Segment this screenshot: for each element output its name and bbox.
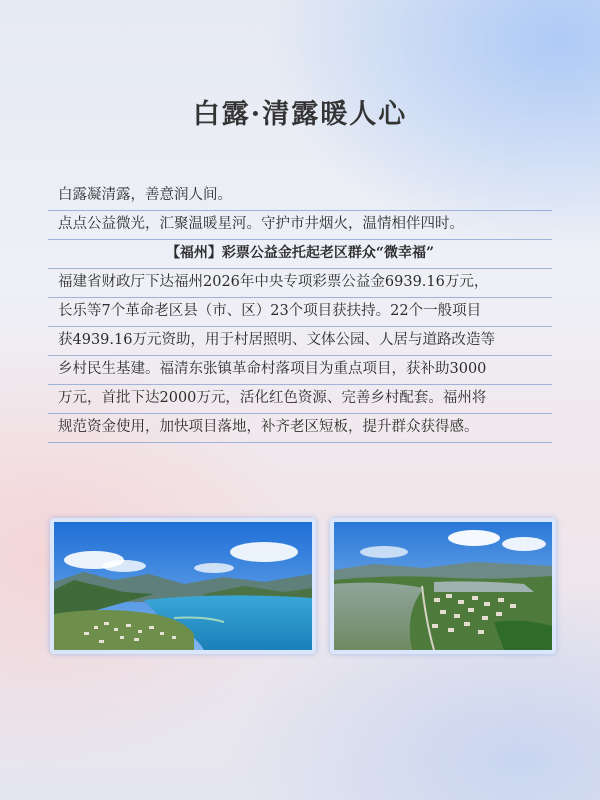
text-line: 获4939.16万元资助，用于村居照明、文体公园、人居与道路改造等: [48, 327, 552, 356]
text-line: 白露凝清露，善意润人间。: [48, 182, 552, 211]
text-line: 乡村民生基建。福清东张镇革命村落项目为重点项目，获补助3000: [48, 356, 552, 385]
page-title: 白露·清露暖人心: [192, 99, 408, 130]
river-village-photo: [330, 518, 556, 654]
article-body: [48, 182, 552, 443]
text-line: 点点公益微光，汇聚温暖星河。守护市井烟火，温情相伴四时。: [48, 211, 552, 240]
text-line: 万元，首批下达2000万元，活化红色资源、完善乡村配套。福州将: [48, 385, 552, 414]
section-heading: 【福州】彩票公益金托起老区群众“微幸福”: [48, 240, 552, 269]
text-line: 规范资金使用，加快项目落地，补齐老区短板，提升群众获得感。: [48, 414, 552, 443]
lake-town-photo: [50, 518, 316, 654]
text-line: 长乐等7个革命老区县（市、区）23个项目获扶持。22个一般项目: [48, 298, 552, 327]
text-line: 福建省财政厅下达福州2026年中央专项彩票公益金6939.16万元，: [48, 269, 552, 298]
